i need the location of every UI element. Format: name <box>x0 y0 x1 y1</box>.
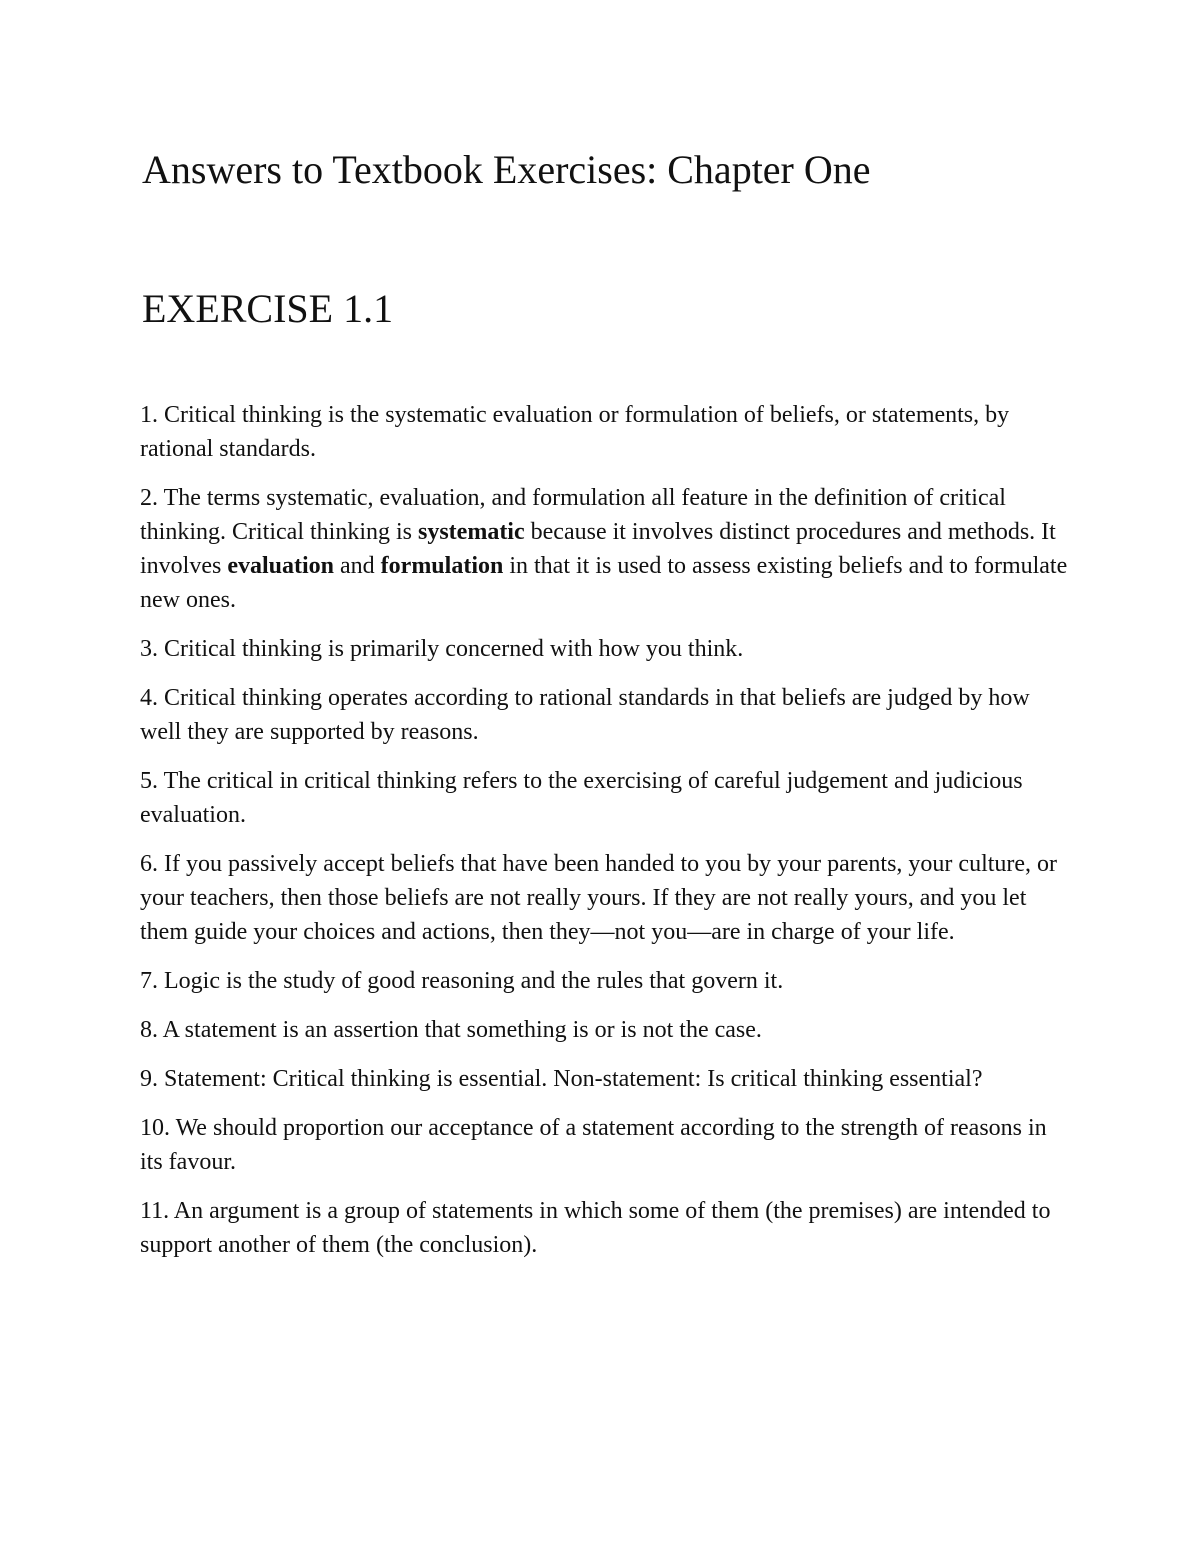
page-title: Answers to Textbook Exercises: Chapter One <box>142 147 871 192</box>
answer-2-bold-formulation: formulation <box>380 553 504 579</box>
answer-2-bold-systematic: systematic <box>418 519 525 545</box>
answer-11: 11. An argument is a group of statements in which some of them (the premises) are intended to support another of them (the conclusion). <box>140 1198 1051 1258</box>
answer-2-text-2: because it involves distinct procedures and methods. It involves <box>140 519 1056 579</box>
answer-2-text-1: 2. The terms systematic, evaluation, and formulation all feature in the definition of critical thinking. Critical thinking is <box>140 485 1006 545</box>
answer-5: 5. The critical in critical thinking refers to the exercising of careful judgement and judicious evaluation. <box>140 768 1023 828</box>
answer-2 <box>140 481 1070 617</box>
answer-7: 7. Logic is the study of good reasoning and the rules that govern it. <box>140 968 784 994</box>
answer-8: 8. A statement is an assertion that something is or is not the case. <box>140 1017 762 1043</box>
answer-1: 1. Critical thinking is the systematic evaluation or formulation of beliefs, or statements, by rational standards. <box>140 402 1010 462</box>
answer-2-text-4: in that it is used to assess existing beliefs and to formulate new ones. <box>140 553 1068 613</box>
answer-9: 9. Statement: Critical thinking is essential. Non-statement: Is critical thinking essential? <box>140 1066 983 1092</box>
answer-list <box>140 398 1070 1277</box>
answer-4: 4. Critical thinking operates according to rational standards in that beliefs are judged by how well they are supported by reasons. <box>140 685 1030 745</box>
exercise-heading: EXERCISE 1.1 <box>142 286 394 331</box>
answer-3: 3. Critical thinking is primarily concerned with how you think. <box>140 636 744 662</box>
answer-2-text-3: and <box>334 553 381 579</box>
answer-2-bold-evaluation: evaluation <box>227 553 335 579</box>
answer-6: 6. If you passively accept beliefs that have been handed to you by your parents, your culture, or your teachers, then those beliefs are not really yours. If they are not really yours, and you let them guide your choices and actions, then they—not you—are in charge of your life. <box>140 851 1058 945</box>
answer-10: 10. We should proportion our acceptance of a statement according to the strength of reasons in its favour. <box>140 1115 1047 1175</box>
